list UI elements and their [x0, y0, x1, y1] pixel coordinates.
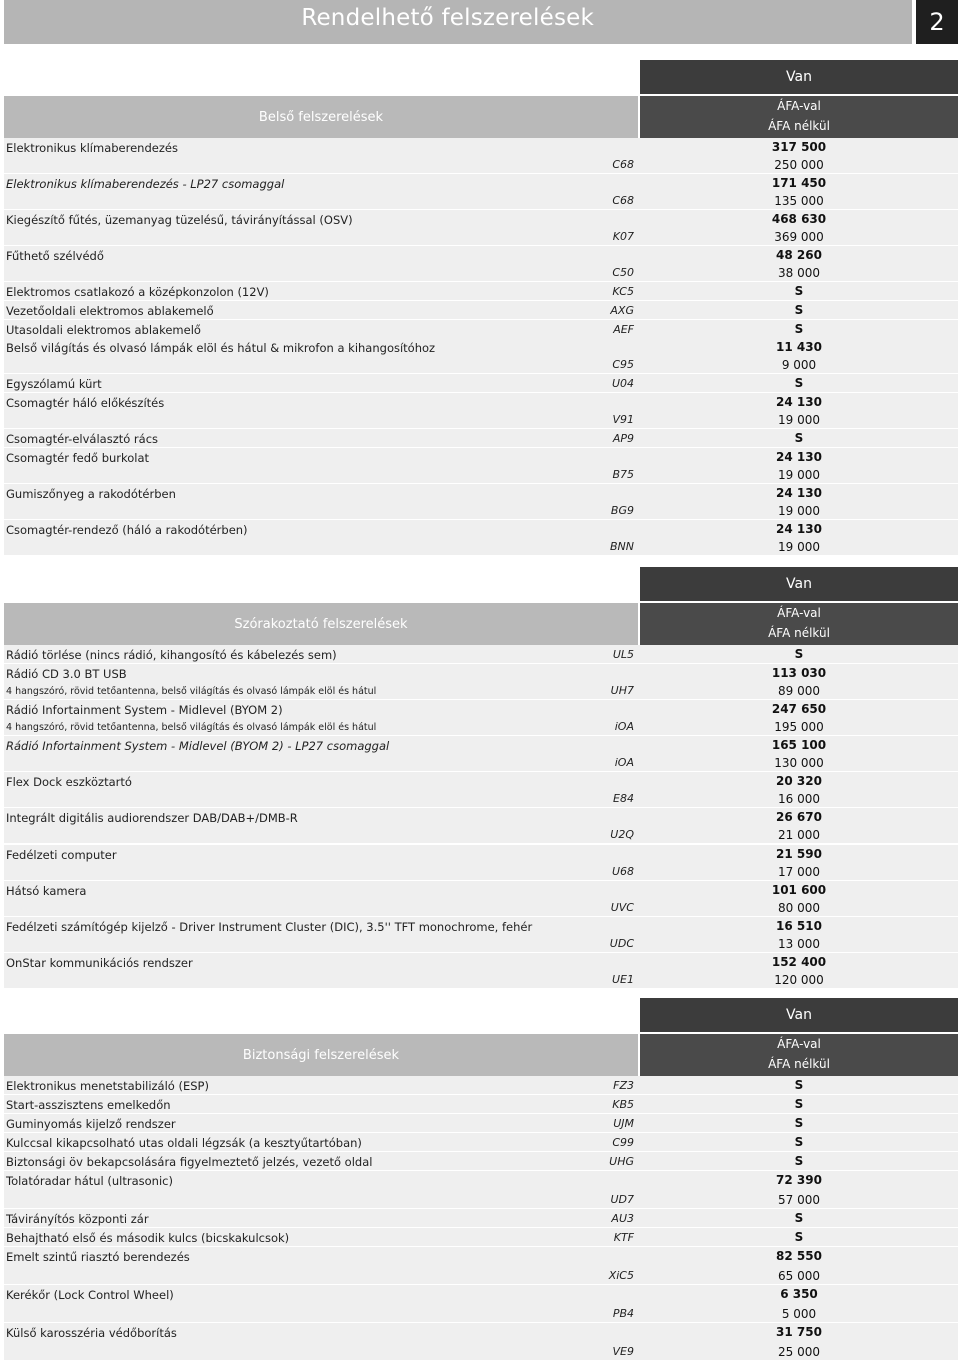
item-description: Csomagtér háló előkészítés	[6, 396, 165, 410]
option-code: C50	[612, 266, 634, 279]
item-description: Fedélzeti computer	[6, 848, 117, 862]
option-code: UL5	[612, 648, 634, 661]
section-title: Szórakoztató felszerelések	[234, 617, 408, 632]
option-code: AP9	[612, 432, 634, 445]
item-description: Elektronikus menetstabilizáló (ESP)	[6, 1079, 209, 1093]
table-row	[4, 1095, 958, 1114]
option-code: AEF	[613, 323, 634, 336]
option-code: C95	[612, 358, 634, 371]
option-code: BG9	[610, 504, 634, 517]
option-code: B75	[612, 468, 634, 481]
table-row	[4, 772, 958, 808]
price-without-vat: 16 000	[778, 792, 820, 806]
price-with-vat: 72 390	[776, 1173, 822, 1187]
option-code: UE1	[612, 973, 634, 986]
price-without-vat: 120 000	[774, 973, 824, 987]
table-row	[4, 736, 958, 772]
table-row	[4, 881, 958, 917]
item-description: Guminyomás kijelző rendszer	[6, 1117, 176, 1131]
column-group-header: Van	[640, 60, 958, 94]
price-without-vat: 80 000	[778, 901, 820, 915]
standard-marker: S	[794, 647, 804, 661]
item-description: Külső karosszéria védőborítás	[6, 1326, 177, 1340]
table-row	[4, 484, 958, 520]
item-description: Fedélzeti számítógép kijelző - Driver Instrument Cluster (DIC), 3.5'' TFT monochrome, fehér	[6, 920, 533, 934]
table-row	[4, 174, 958, 210]
item-subdescription: 4 hangszóró, rövid tetőantenna, belső világítás és olvasó lámpák elöl és hátul	[6, 686, 377, 697]
table-row	[4, 1209, 958, 1228]
table-row	[4, 1323, 958, 1361]
option-code: PB4	[612, 1307, 634, 1320]
option-code: KC5	[612, 285, 634, 298]
price-without-vat: 19 000	[778, 504, 820, 518]
price-with-vat: 165 100	[771, 738, 827, 752]
price-without-vat: 65 000	[778, 1269, 820, 1283]
price-without-vat: 19 000	[778, 413, 820, 427]
item-description: Belső világítás és olvasó lámpák elöl és hátul & mikrofon a kihangosítóhoz	[6, 341, 436, 355]
page-number: 2	[916, 0, 958, 44]
option-code: UHG	[609, 1155, 634, 1168]
standard-marker: S	[794, 376, 804, 390]
option-code: UH7	[610, 684, 634, 697]
item-description: OnStar kommunikációs rendszer	[6, 956, 193, 970]
price-with-vat-label: ÁFA-val	[777, 99, 821, 113]
item-description: Egyszólamú kürt	[6, 377, 102, 391]
price-with-vat: 24 130	[776, 450, 822, 464]
item-description: Rádió törlése (nincs rádió, kihangosító és kábelezés sem)	[6, 648, 337, 662]
item-description: Integrált digitális audiorendszer DAB/DAB+/DMB-R	[6, 811, 298, 825]
option-code: iOA	[614, 720, 634, 733]
price-without-vat: 19 000	[778, 468, 820, 482]
item-description: Utasoldali elektromos ablakemelő	[6, 323, 201, 337]
price-without-vat: 135 000	[774, 194, 824, 208]
price-with-vat: 31 750	[776, 1325, 822, 1339]
item-description: Távirányítós központi zár	[6, 1212, 149, 1226]
option-code: KTF	[613, 1231, 634, 1244]
price-without-vat: 9 000	[781, 358, 817, 372]
price-without-vat: 21 000	[778, 828, 820, 842]
price-without-vat: 57 000	[778, 1193, 820, 1207]
item-description: Elektronikus klímaberendezés - LP27 csomaggal	[6, 177, 285, 191]
price-without-vat: 369 000	[774, 230, 824, 244]
price-without-vat: 19 000	[778, 540, 820, 554]
standard-marker: S	[794, 431, 804, 445]
price-with-vat: 247 650	[771, 702, 827, 716]
price-with-vat: 11 430	[776, 340, 822, 354]
standard-marker: S	[794, 1078, 804, 1092]
table-row	[4, 917, 958, 953]
option-code: UVC	[610, 901, 634, 914]
table-row	[4, 246, 958, 282]
table-row	[4, 808, 958, 844]
section-header	[4, 96, 638, 138]
table-row	[4, 338, 958, 374]
standard-marker: S	[794, 322, 804, 336]
option-code: V91	[612, 413, 634, 426]
section-title: Belső felszerelések	[258, 110, 384, 125]
price-with-vat: 113 030	[771, 666, 827, 680]
table-row	[4, 664, 958, 700]
price-without-vat: 38 000	[778, 266, 820, 280]
item-description: Csomagtér-rendező (háló a rakodótérben)	[6, 523, 248, 537]
item-description: Biztonsági öv bekapcsolására figyelmeztető jelzés, vezető oldal	[6, 1155, 373, 1169]
item-description: Rádió Infortainment System - Midlevel (BYOM 2) - LP27 csomaggal	[6, 739, 390, 753]
section-header	[4, 1034, 638, 1076]
item-description: Tolatóradar hátul (ultrasonic)	[6, 1174, 173, 1188]
price-with-vat-label: ÁFA-val	[777, 1037, 821, 1051]
item-description: Fűthető szélvédő	[6, 249, 104, 263]
price-with-vat: 468 630	[771, 212, 827, 226]
option-code: BNN	[609, 540, 634, 553]
standard-marker: S	[794, 303, 804, 317]
item-description: Kulccsal kikapcsolható utas oldali légzsák (a kesztyűtartóban)	[6, 1136, 362, 1150]
table-row	[4, 301, 958, 320]
table-row	[4, 210, 958, 246]
option-code: iOA	[614, 756, 634, 769]
table-row	[4, 138, 958, 174]
standard-marker: S	[794, 1154, 804, 1168]
option-code: C99	[612, 1136, 634, 1149]
price-with-vat: 152 400	[771, 955, 827, 969]
price-with-vat: 24 130	[776, 522, 822, 536]
option-code: XiC5	[608, 1269, 634, 1282]
table-row	[4, 374, 958, 393]
item-description: Csomagtér fedő burkolat	[6, 451, 150, 465]
item-description: Behajtható első és második kulcs (bicskakulcsok)	[6, 1231, 290, 1245]
option-code: U04	[611, 377, 634, 390]
item-description: Kerékőr (Lock Control Wheel)	[6, 1288, 174, 1302]
standard-marker: S	[794, 1230, 804, 1244]
standard-marker: S	[794, 1097, 804, 1111]
price-with-vat-label: ÁFA-val	[777, 606, 821, 620]
table-row	[4, 282, 958, 301]
option-code: C68	[612, 194, 634, 207]
vat-column-header	[640, 603, 958, 645]
price-with-vat: 24 130	[776, 395, 822, 409]
price-with-vat: 24 130	[776, 486, 822, 500]
table-row	[4, 320, 958, 339]
item-description: Flex Dock eszköztartó	[6, 775, 132, 789]
option-code: VE9	[612, 1345, 634, 1358]
price-with-vat: 317 500	[771, 140, 827, 154]
option-code: C68	[612, 158, 634, 171]
vat-column-header	[640, 96, 958, 138]
item-description: Csomagtér-elválasztó rács	[6, 432, 159, 446]
item-description: Start-asszisztens emelkedőn	[6, 1098, 171, 1112]
page-title: Rendelhető felszerelések	[301, 5, 594, 31]
section-header	[4, 603, 638, 645]
item-description: Elektronikus klímaberendezés	[6, 141, 178, 155]
table-row	[4, 1247, 958, 1285]
price-without-vat: 250 000	[774, 158, 824, 172]
price-without-vat-label: ÁFA nélkül	[768, 1057, 830, 1071]
page-title-bar	[4, 0, 912, 44]
option-code: UD7	[610, 1193, 634, 1206]
option-code: U68	[611, 865, 634, 878]
table-row	[4, 1133, 958, 1152]
table-row	[4, 1171, 958, 1209]
price-with-vat: 82 550	[776, 1249, 822, 1263]
price-without-vat: 5 000	[781, 1307, 817, 1321]
price-with-vat: 21 590	[776, 847, 822, 861]
option-code: UJM	[613, 1117, 634, 1130]
option-code: UDC	[609, 937, 634, 950]
price-with-vat: 16 510	[776, 919, 822, 933]
table-row	[4, 1114, 958, 1133]
table-row	[4, 448, 958, 484]
option-code: U2Q	[610, 828, 634, 841]
standard-marker: S	[794, 1211, 804, 1225]
vat-column-header	[640, 1034, 958, 1076]
table-row	[4, 393, 958, 429]
option-code: E84	[613, 792, 634, 805]
item-description: Elektromos csatlakozó a középkonzolon (12V)	[6, 285, 269, 299]
table-row	[4, 700, 958, 736]
price-with-vat: 20 320	[776, 774, 822, 788]
table-row	[4, 520, 958, 556]
item-subdescription: 4 hangszóró, rövid tetőantenna, belső világítás és olvasó lámpák elöl és hátul	[6, 722, 377, 733]
price-without-vat-label: ÁFA nélkül	[768, 626, 830, 640]
option-code: AXG	[610, 304, 634, 317]
price-without-vat: 13 000	[778, 937, 820, 951]
item-description: Emelt szintű riasztó berendezés	[6, 1250, 190, 1264]
price-without-vat: 195 000	[774, 720, 824, 734]
standard-marker: S	[794, 284, 804, 298]
standard-marker: S	[794, 1116, 804, 1130]
item-description: Vezetőoldali elektromos ablakemelő	[6, 304, 214, 318]
table-row	[4, 1228, 958, 1247]
table-row	[4, 645, 958, 664]
option-code: AU3	[611, 1212, 634, 1225]
price-without-vat: 25 000	[778, 1345, 820, 1359]
item-description: Rádió CD 3.0 BT USB	[6, 667, 127, 681]
price-with-vat: 101 600	[771, 883, 827, 897]
column-group-header: Van	[640, 567, 958, 601]
price-with-vat: 6 350	[780, 1287, 818, 1301]
column-group-header: Van	[640, 998, 958, 1032]
option-code: KB5	[612, 1098, 634, 1111]
price-with-vat: 48 260	[776, 248, 822, 262]
price-with-vat: 26 670	[776, 810, 822, 824]
item-description: Gumiszőnyeg a rakodótérben	[6, 487, 176, 501]
item-description: Hátsó kamera	[6, 884, 87, 898]
table-row	[4, 1285, 958, 1323]
price-without-vat: 130 000	[774, 756, 824, 770]
table-row	[4, 1076, 958, 1095]
price-with-vat: 171 450	[771, 176, 827, 190]
table-row	[4, 429, 958, 448]
standard-marker: S	[794, 1135, 804, 1149]
item-description: Kiegészítő fűtés, üzemanyag tüzelésű, távirányítással (OSV)	[6, 213, 353, 227]
price-without-vat: 89 000	[778, 684, 820, 698]
section-title: Biztonsági felszerelések	[242, 1048, 400, 1063]
price-without-vat-label: ÁFA nélkül	[768, 119, 830, 133]
table-row	[4, 953, 958, 989]
option-code: FZ3	[613, 1079, 634, 1092]
item-description: Rádió Infortainment System - Midlevel (BYOM 2)	[6, 703, 283, 717]
price-without-vat: 17 000	[778, 865, 820, 879]
table-row	[4, 845, 958, 881]
option-code: K07	[612, 230, 634, 243]
table-row	[4, 1152, 958, 1171]
